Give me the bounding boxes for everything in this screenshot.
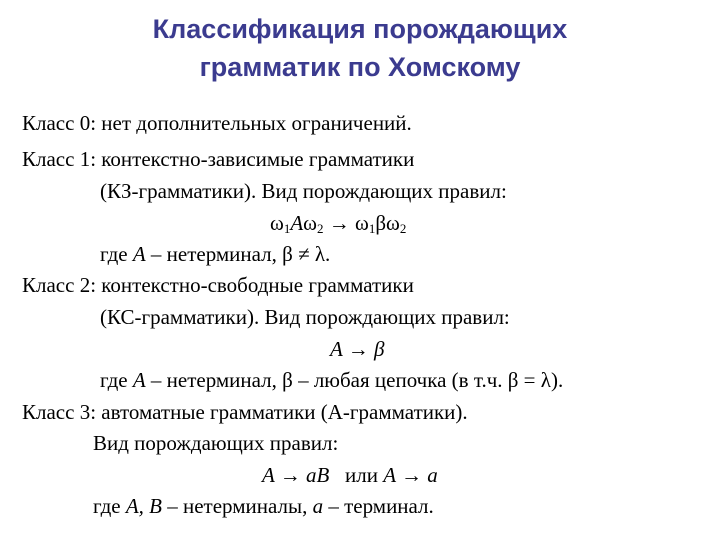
class0-text: Класс 0: нет дополнительных ограничений.	[22, 111, 412, 135]
title-line-1: Классификация порождающих	[152, 14, 568, 44]
terminal-symbol: a	[312, 494, 324, 518]
where-prefix: где	[93, 494, 126, 518]
where-prefix: где	[100, 242, 133, 266]
class2-heading: Класс 2: контекстно-свободные грамматики	[22, 273, 414, 297]
subscript: 2	[316, 221, 324, 236]
where-prefix: где	[100, 368, 133, 392]
where-text: – терминал.	[323, 494, 434, 518]
where-text: – нетерминал, β – любая цепочка (в т.ч. β = λ).	[145, 368, 564, 392]
nonterminal-symbol: A	[132, 368, 146, 392]
subscript: 1	[368, 221, 376, 236]
nonterminal-symbol: A	[290, 211, 304, 235]
rule-left: A → aB	[262, 463, 330, 487]
class3-where	[93, 493, 434, 519]
class3-description: Вид порождающих правил:	[93, 431, 339, 455]
arrow-symbol: →	[323, 211, 355, 235]
class3-rule	[262, 462, 438, 488]
class2-rule: A → β	[330, 337, 385, 361]
class2-description: (КС-грамматики). Вид порождающих правил:	[100, 305, 510, 329]
nonterminal-symbol: A	[132, 242, 146, 266]
class1-description: (КЗ-грамматики). Вид порождающих правил:	[100, 179, 507, 203]
omega-symbol: ω	[354, 211, 369, 235]
title-line-2: грамматик по Хомскому	[199, 52, 521, 82]
subscript: 1	[283, 221, 291, 236]
omega-symbol: ω	[386, 211, 400, 235]
rule-right: A → a	[383, 463, 438, 487]
where-text: – нетерминалы,	[161, 494, 313, 518]
beta-symbol: β	[375, 211, 386, 235]
slide-title	[0, 10, 720, 86]
class1-rule	[270, 210, 406, 236]
rule-or: или	[329, 463, 384, 487]
where-text: – нетерминал, β ≠ λ.	[145, 242, 331, 266]
omega-symbol: ω	[303, 211, 317, 235]
nonterminal-symbols: A, B	[125, 494, 162, 518]
class2-where	[100, 367, 563, 393]
subscript: 2	[399, 221, 407, 236]
omega-symbol: ω	[270, 211, 284, 235]
class1-where	[100, 241, 330, 267]
class3-heading: Класс 3: автоматные грамматики (А-грамматики).	[22, 400, 468, 424]
class1-heading: Класс 1: контекстно-зависимые грамматики	[22, 147, 415, 171]
